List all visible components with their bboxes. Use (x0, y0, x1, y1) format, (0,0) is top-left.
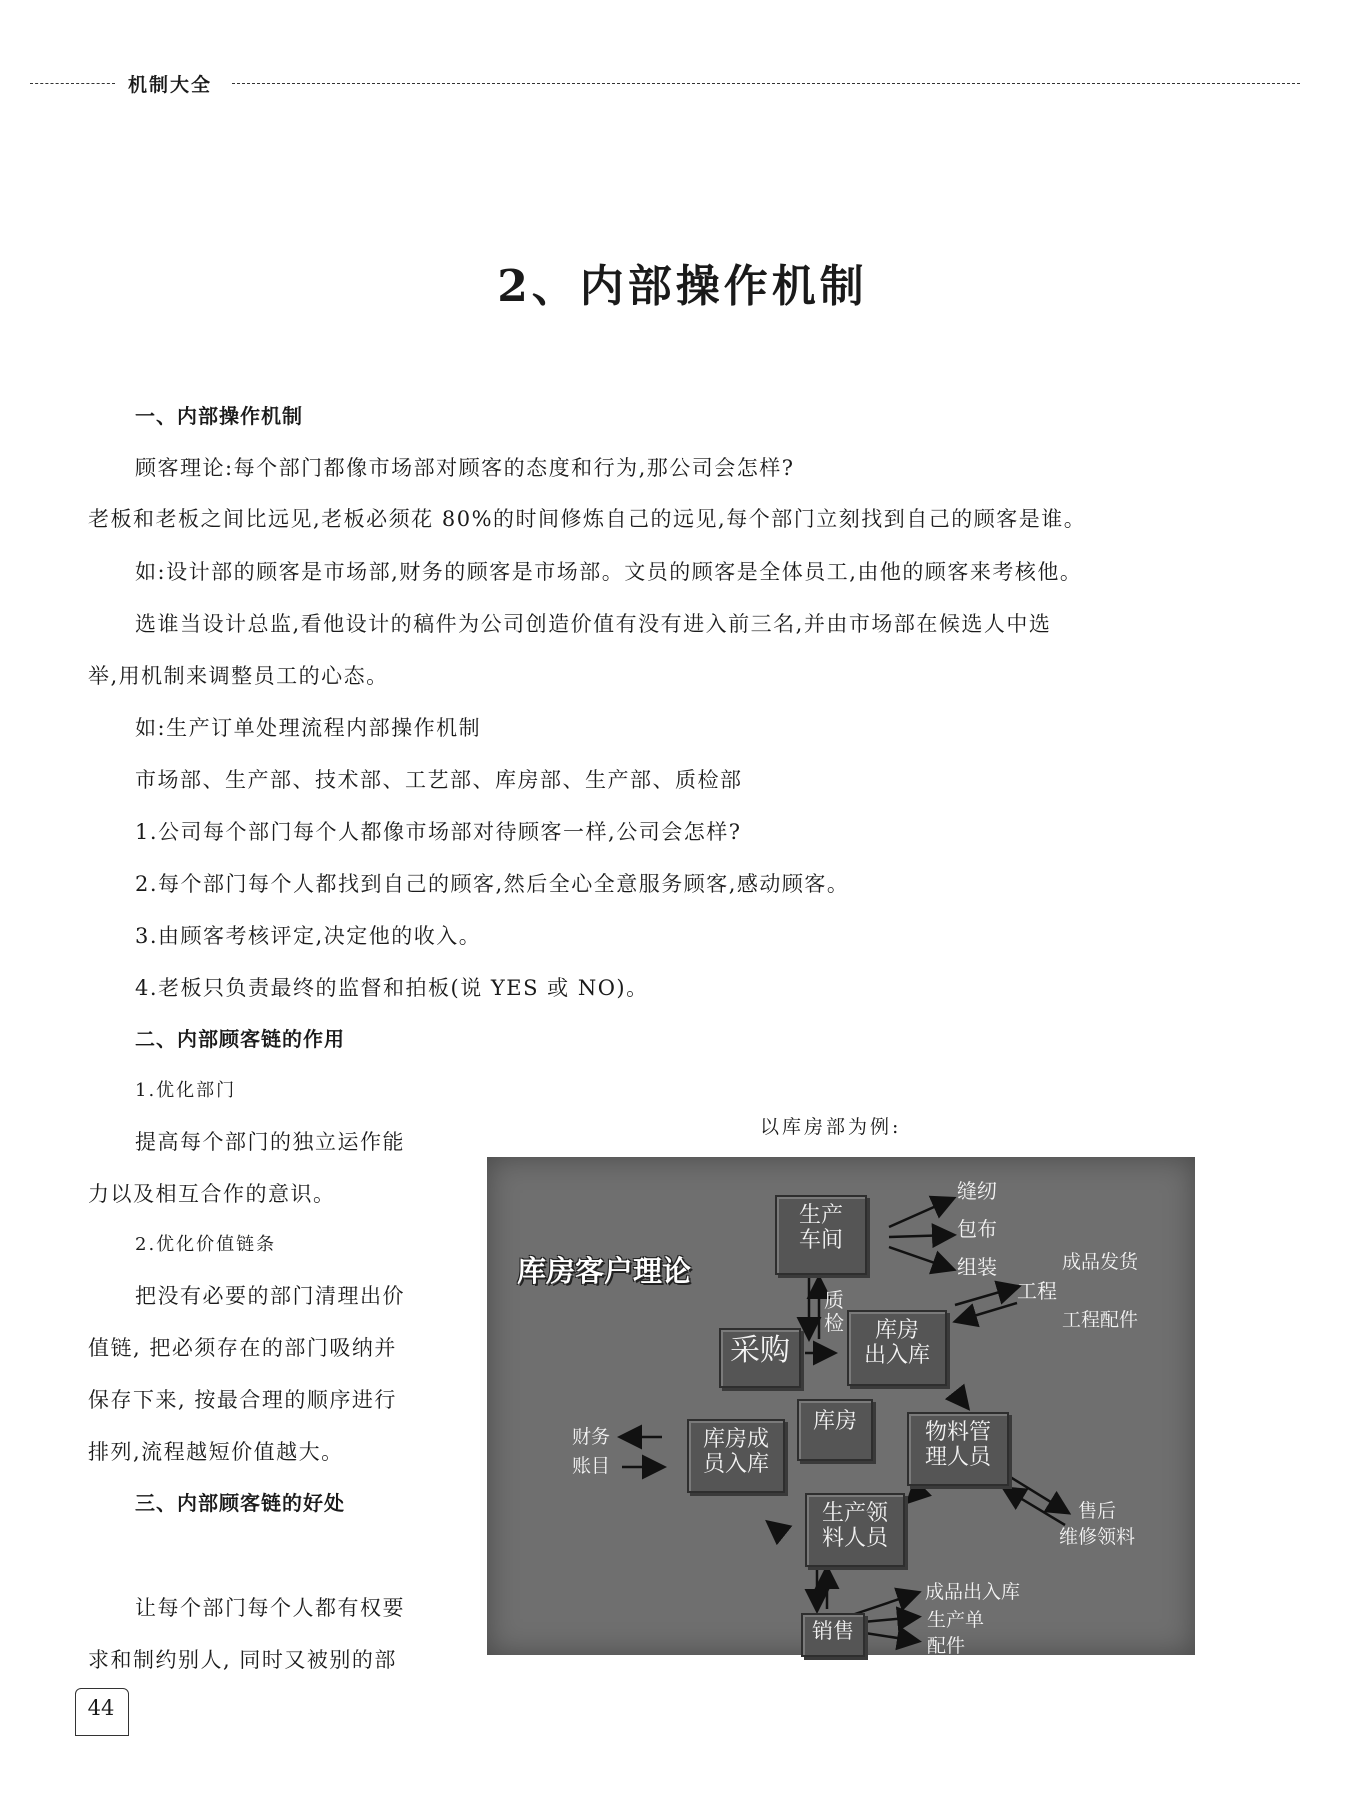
box-label: 员入库 (702, 1452, 769, 1478)
paragraph: 提高每个部门的独立运作能 (135, 1130, 405, 1154)
paragraph: 求和制约别人, 同时又被别的部 (88, 1648, 397, 1672)
section-heading-2: 二、内部顾客链的作用 (135, 1027, 345, 1051)
diagram-title: 库房客户理论 (517, 1254, 692, 1288)
paragraph: 举,用机制来调整员工的心态。 (88, 664, 389, 688)
label-qc (824, 1289, 844, 1335)
box-label: 生产 (798, 1203, 843, 1228)
paragraph: 如:生产订单处理流程内部操作机制 (135, 716, 482, 740)
figure-caption: 以库房部为例: (760, 1116, 902, 1138)
label-finished-ship: 成品发货 (1062, 1251, 1139, 1273)
box-material-staff (907, 1412, 1009, 1486)
label-after-sales-line: 售后 (1078, 1500, 1117, 1522)
box-label: 车间 (798, 1228, 843, 1254)
paragraph: 值链, 把必须存在的部门吸纳并 (88, 1336, 397, 1360)
paragraph: 选谁当设计总监,看他设计的稿件为公司创造价值有没有进入前三名,并由市场部在候选人中选 (135, 612, 1052, 636)
page-number: 44 (87, 1696, 115, 1720)
paragraph: 排列,流程越短价值越大。 (88, 1440, 344, 1464)
label-engineering-parts: 工程配件 (1062, 1309, 1139, 1331)
paragraph: 让每个部门每个人都有权要 (135, 1596, 405, 1620)
running-header: 机制大全 (128, 74, 213, 96)
label-finance-line: 财务 (572, 1426, 611, 1448)
box-purchase: 采购 (719, 1328, 801, 1388)
list-item: 2.每个部门每个人都找到自己的顾客,然后全心全意服务顾客,感动顾客。 (135, 872, 850, 896)
box-production-workshop (775, 1195, 867, 1275)
list-item: 4.老板只负责最终的监督和拍板(说 YES 或 NO)。 (135, 976, 649, 1000)
header-rule-right (232, 83, 1300, 84)
label-after-sales (1059, 1499, 1135, 1550)
paragraph: 保存下来, 按最合理的顺序进行 (88, 1388, 397, 1412)
paragraph: 如:设计部的顾客是市场部,财务的顾客是市场部。文员的顾客是全体员工,由他的顾客来考核他。 (135, 560, 1083, 584)
label-finance-line: 账目 (572, 1454, 611, 1477)
box-warehouse-io (847, 1310, 947, 1386)
box-sales: 销售 (801, 1613, 865, 1657)
label-qc-line: 检 (824, 1311, 844, 1335)
label-qc-line: 质 (824, 1288, 844, 1312)
warehouse-customer-diagram (487, 1157, 1195, 1655)
box-warehouse: 库房 (797, 1399, 873, 1461)
box-label: 生产领 (821, 1501, 888, 1526)
box-label: 库房成 (702, 1427, 769, 1452)
paragraph: 市场部、生产部、技术部、工艺部、库房部、生产部、质检部 (135, 768, 743, 792)
subheading: 2.优化价值链条 (135, 1234, 277, 1255)
label-engineering: 工程 (1017, 1279, 1057, 1303)
box-label: 理人员 (924, 1445, 991, 1471)
box-warehouse-member (687, 1419, 785, 1493)
page-title: 2、内部操作机制 (497, 261, 868, 312)
box-label: 出入库 (863, 1343, 930, 1369)
paragraph: 顾客理论:每个部门都像市场部对顾客的态度和行为,那公司会怎样? (135, 456, 795, 480)
section-heading-3: 三、内部顾客链的好处 (135, 1491, 345, 1515)
label-finance (572, 1423, 610, 1480)
list-item: 3.由顾客考核评定,决定他的收入。 (135, 924, 482, 948)
box-label: 料人员 (821, 1526, 888, 1552)
box-production-pick-staff (805, 1493, 905, 1567)
label-finished-io: 成品出入库 (925, 1581, 1021, 1603)
subheading: 1.优化部门 (135, 1080, 237, 1101)
paragraph: 力以及相互合作的意识。 (88, 1182, 336, 1206)
label-production-order: 生产单 (927, 1609, 985, 1631)
label-after-sales-line: 维修领料 (1059, 1525, 1136, 1548)
paragraph: 老板和老板之间比远见,老板必须花 80%的时间修炼自己的远见,每个部门立刻找到自己的顾客是谁。 (88, 507, 1087, 531)
box-label: 物料管 (924, 1420, 991, 1445)
label-assembly: 组装 (957, 1255, 997, 1279)
label-parts: 配件 (927, 1635, 966, 1657)
box-label: 库房 (874, 1318, 919, 1343)
list-item: 1.公司每个部门每个人都像市场部对待顾客一样,公司会怎样? (135, 820, 742, 844)
section-heading-1: 一、内部操作机制 (135, 404, 303, 428)
label-cloth: 包布 (957, 1217, 997, 1241)
label-sewing: 缝纫 (957, 1179, 997, 1203)
header-rule-left (30, 83, 115, 84)
paragraph: 把没有必要的部门清理出价 (135, 1284, 405, 1308)
